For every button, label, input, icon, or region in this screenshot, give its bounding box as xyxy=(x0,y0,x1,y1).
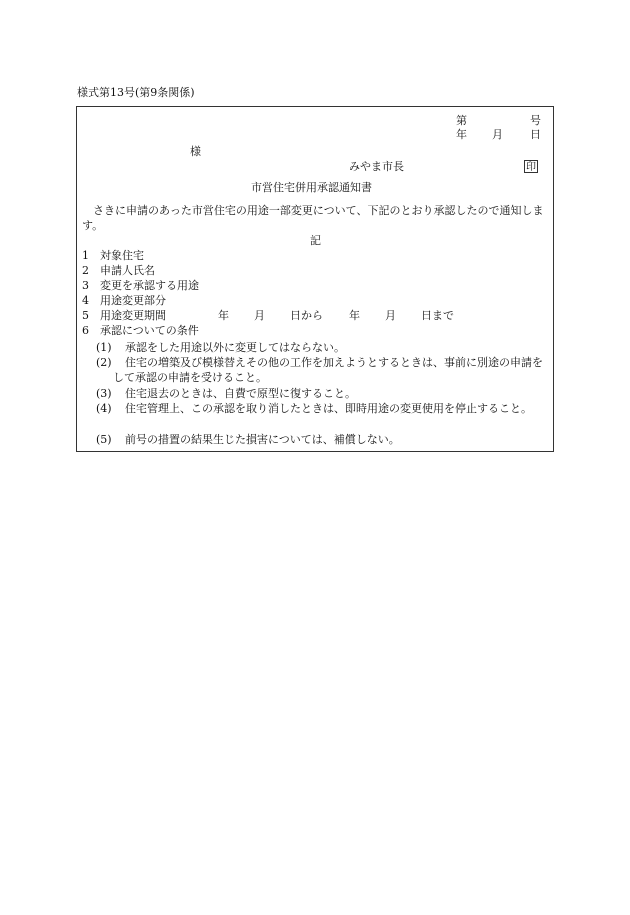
item-label: 承認についての条件 xyxy=(100,324,199,337)
condition-text: 承認をした用途以外に変更してはならない。 xyxy=(125,341,345,354)
item-number: 5 xyxy=(82,309,89,322)
item-label: 申請人氏名 xyxy=(100,264,155,277)
date-year: 年 xyxy=(456,128,467,141)
item-number: 1 xyxy=(82,249,89,262)
condition-text: 住宅管理上、この承認を取り消したときは、即時用途の変更使用を停止すること。 xyxy=(125,402,532,415)
recipient-suffix: 様 xyxy=(190,145,201,158)
item-number: 6 xyxy=(82,324,89,337)
doc-number-suffix: 号 xyxy=(530,114,541,127)
ki-marker: 記 xyxy=(310,234,321,247)
period-to-year: 年 xyxy=(349,309,360,322)
condition-text: 住宅の増築及び模様替えその他の工作を加えようとするときは、事前に別途の申請をして承認の申請を受けること。 xyxy=(113,356,543,384)
seal-stamp: 印 xyxy=(526,162,536,173)
condition-number: (1) xyxy=(96,341,112,354)
issuer-name: みやま市長 xyxy=(349,160,404,173)
date-day: 日 xyxy=(530,128,541,141)
form-label: 様式第13号(第9条関係) xyxy=(77,86,195,99)
period-from-year: 年 xyxy=(218,309,229,322)
item-label: 用途変更部分 xyxy=(100,294,166,307)
item-number: 3 xyxy=(82,279,89,292)
period-to-month: 月 xyxy=(385,309,396,322)
condition-number: (2) xyxy=(96,356,112,369)
intro-paragraph: さきに申請のあった市営住宅の用途一部変更について、下記のとおり承認したので通知します。 xyxy=(82,204,544,232)
item-number: 4 xyxy=(82,294,89,307)
document-title: 市営住宅併用承認通知書 xyxy=(251,181,372,194)
item-label: 変更を承認する用途 xyxy=(100,279,199,292)
item-label: 対象住宅 xyxy=(100,249,144,262)
item-label: 用途変更期間 xyxy=(100,309,166,322)
period-from-month: 月 xyxy=(254,309,265,322)
period-to-day: 日まで xyxy=(421,309,454,322)
period-from-day: 日から xyxy=(290,309,323,322)
condition-number: (4) xyxy=(96,402,112,415)
condition-number: (3) xyxy=(96,387,112,400)
condition-number: (5) xyxy=(96,433,112,446)
condition-text: 住宅退去のときは、自費で原型に復すること。 xyxy=(125,387,356,400)
item-number: 2 xyxy=(82,264,89,277)
condition-text: 前号の措置の結果生じた損害については、補償しない。 xyxy=(125,433,400,446)
date-month: 月 xyxy=(492,128,503,141)
doc-number-prefix: 第 xyxy=(456,114,467,127)
